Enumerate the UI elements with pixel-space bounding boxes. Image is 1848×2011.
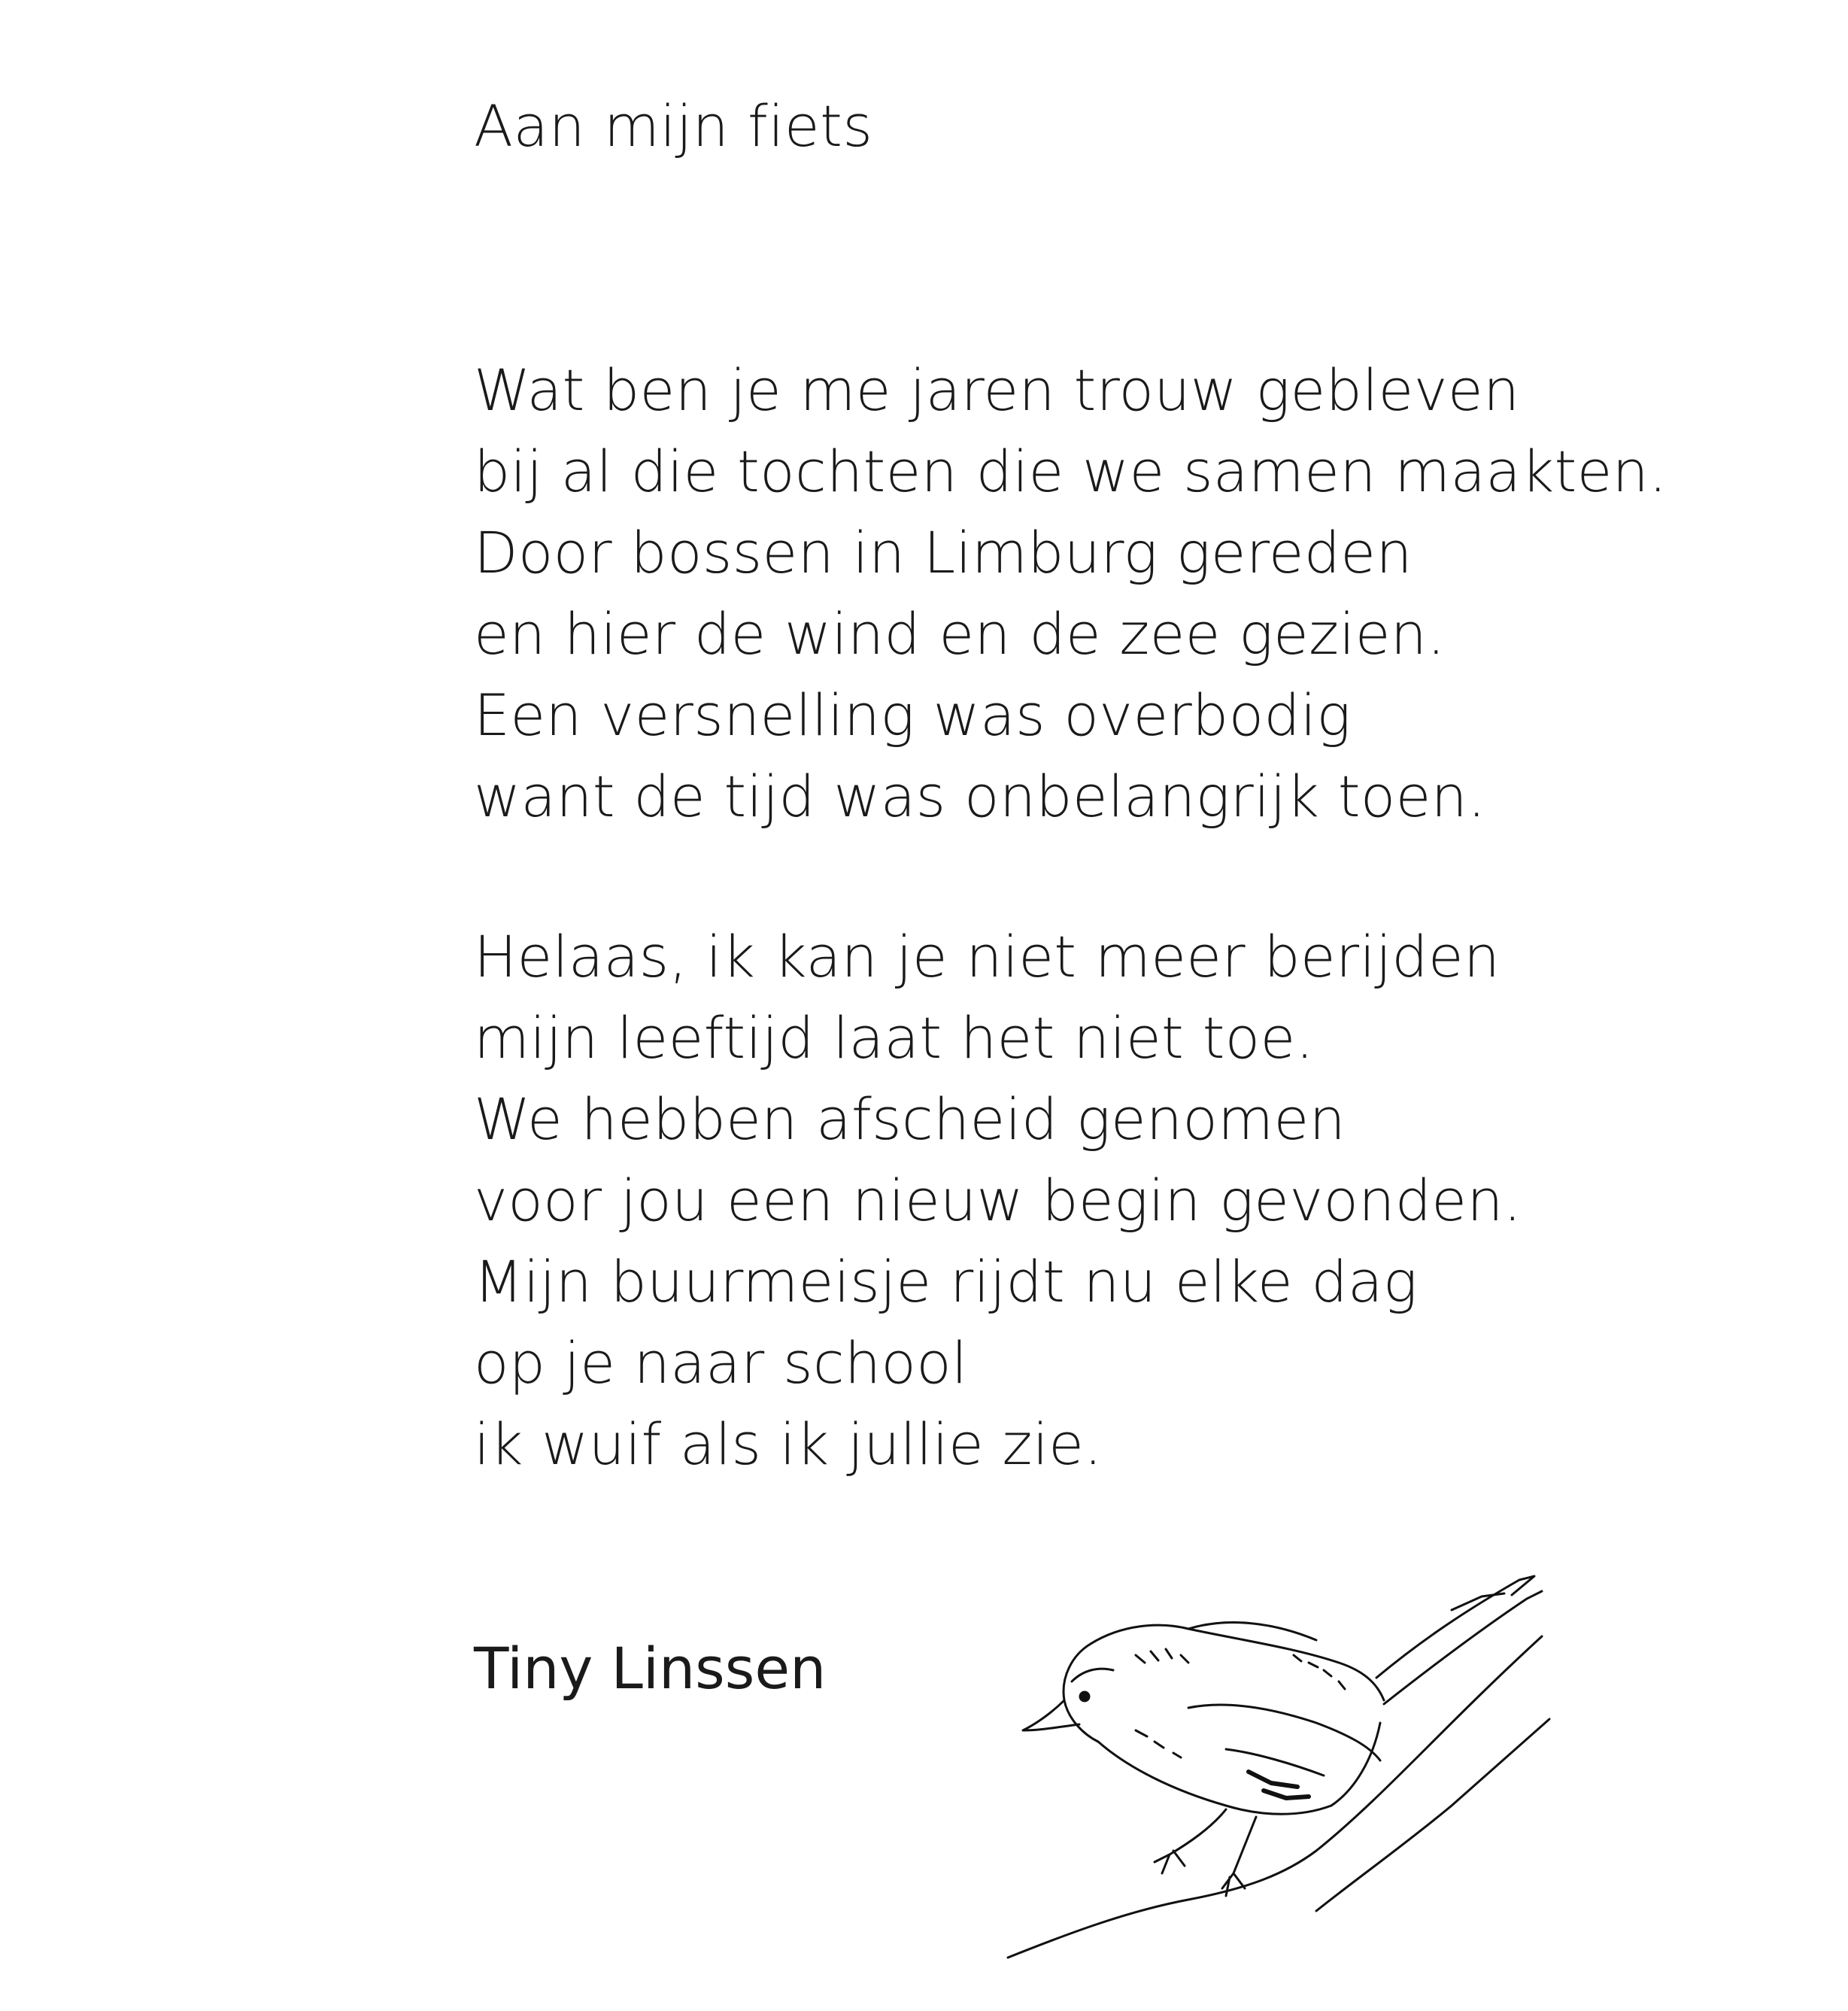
poem-line: Door bossen in Limburg gereden: [474, 519, 1413, 586]
bird-sketch-icon: [1000, 1557, 1572, 1964]
poem-line: want de tijd was onbelangrijk toen.: [474, 763, 1486, 830]
poem-author: Tiny Linssen: [474, 1635, 827, 1702]
poem-line: Een versnelling was overbodig: [474, 682, 1352, 749]
poem-line: ik wuif als ik jullie zie.: [474, 1411, 1103, 1478]
stanza-2: [474, 916, 1522, 1485]
poem-line: Wat ben je me jaren trouw gebleven: [474, 357, 1520, 424]
stanza-1: [474, 350, 1667, 837]
poem-line: Helaas, ik kan je niet meer berijden: [474, 923, 1501, 990]
poem-line: voor jou een nieuw begin gevonden.: [474, 1167, 1522, 1234]
poem-line: Mijn buurmeisje rijdt nu elke dag: [474, 1248, 1418, 1315]
poem-line: We hebben afscheid genomen: [474, 1086, 1346, 1153]
poem-title: Aan mijn fiets: [474, 93, 873, 159]
poem-line: en hier de wind en de zee gezien.: [474, 600, 1446, 667]
poem-line: op je naar school: [474, 1329, 968, 1396]
poem-line: bij al die tochten die we samen maakten.: [474, 438, 1667, 505]
poem-line: mijn leeftijd laat het niet toe.: [474, 1004, 1314, 1071]
